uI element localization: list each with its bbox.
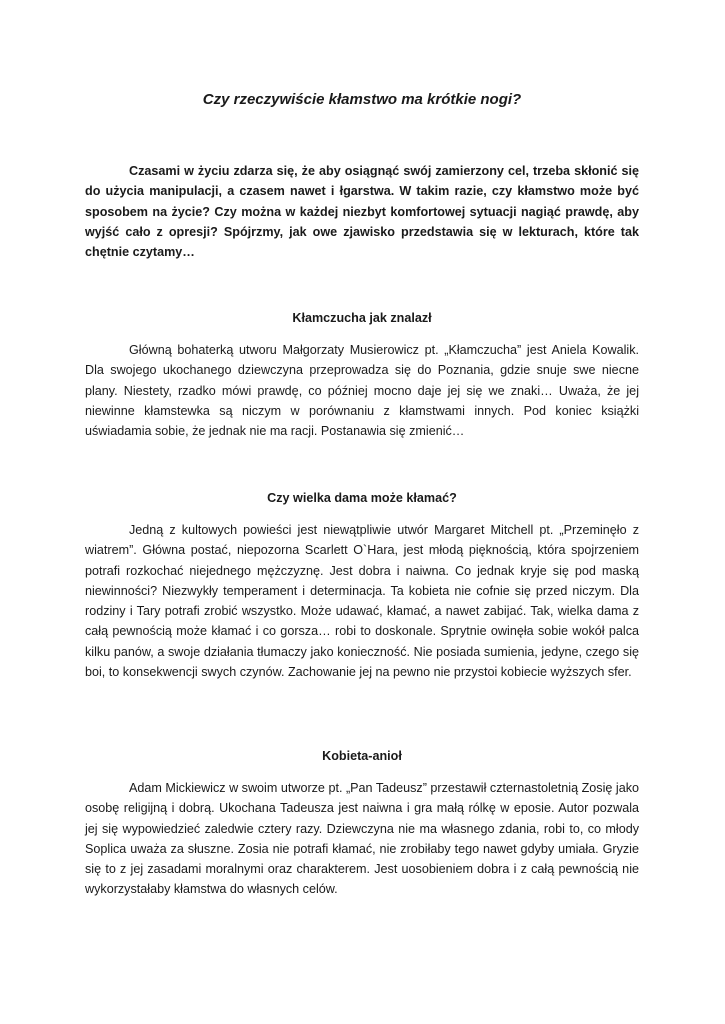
intro-paragraph: Czasami w życiu zdarza się, że aby osiągnąć swój zamierzony cel, trzeba skłonić się do użycia manipulacji, a czasem nawet i łgarstwa. W takim razie, czy kłamstwo może być sposobem na życie? Czy można w każdej niezbyt komfortowej sytuacji nagiąć prawdę, aby wyjść cało z opresji? Spójrzmy, jak owe zjawisko przedstawia się w lekturach, które tak chętnie czytamy… [85,164,639,260]
section-body-wielka-dama: Jedną z kultowych powieści jest niewątpliwie utwór Margaret Mitchell pt. „Przeminęło z wiatrem”. Główna postać, niepozorna Scarlett O`Hara, jest młodą pięknością, która spojrzeniem potrafi rozkochać niejednego mężczyznę. Jest dobra i naiwna. Co jednak kryje się pod maską niewinności? Niezwykły temperament i determinacja. Ta kobieta nie cofnie się przed niczym. Dla rodziny i Tary potrafi zrobić wszystko. Może udawać, kłamać, a nawet zabijać. Tak, wielka dama z całą pewnością może kłamać i co gorsza… robi to doskonale. Sprytnie owinęła sobie wokół palca kilku panów, a swoje działania tłumaczy jako konieczność. Nie posiada sumienia, jedyne, czego się boi, to konsekwencji swych czynów. Zachowanie jej na pewno nie przystoi kobiecie wyższych sfer. [85,523,639,680]
section-heading-klamczucha: Kłamczucha jak znalazł [292,311,432,325]
document-title: Czy rzeczywiście kłamstwo ma krótkie nogi? [202,91,522,108]
section-body-klamczucha: Główną bohaterką utworu Małgorzaty Musierowicz pt. „Kłamczucha” jest Aniela Kowalik. Dla swojego ukochanego dziewczyna przeprowadza się do Poznania, gdzie snuje swe niecne plany. Niestety, rzadko mówi prawdę, co później mocno daje jej się we znaki… Uważa, że jej niewinne kłamstewka są niczym w porównaniu z kłamstwami innych. Pod koniec książki uświadamia sobie, że jednak nie ma racji. Postanawia się zmienić… [85,343,639,439]
section-body-kobieta-aniol: Adam Mickiewicz w swoim utworze pt. „Pan Tadeusz” przestawił czternastoletnią Zosię jako osobę religijną i dobrą. Ukochana Tadeusza jest naiwna i gra małą rólkę w eposie. Autor pozwala jej się wypowiedzieć zaledwie cztery razy. Dziewczyna nie ma własnego zdania, robi to, co młody Soplica uważa za słuszne. Zosia nie potrafi kłamać, nie zrobiłaby tego nawet gdyby umiała. Gryzie się to z jej zasadami moralnymi oraz charakterem. Jest uosobieniem dobra i z całą pewnością nie wykorzystałaby kłamstwa do własnych celów. [85,781,640,897]
section-heading-kobieta-aniol: Kobieta-anioł [322,749,402,763]
section-heading-wielka-dama: Czy wielka dama może kłamać? [267,491,457,505]
